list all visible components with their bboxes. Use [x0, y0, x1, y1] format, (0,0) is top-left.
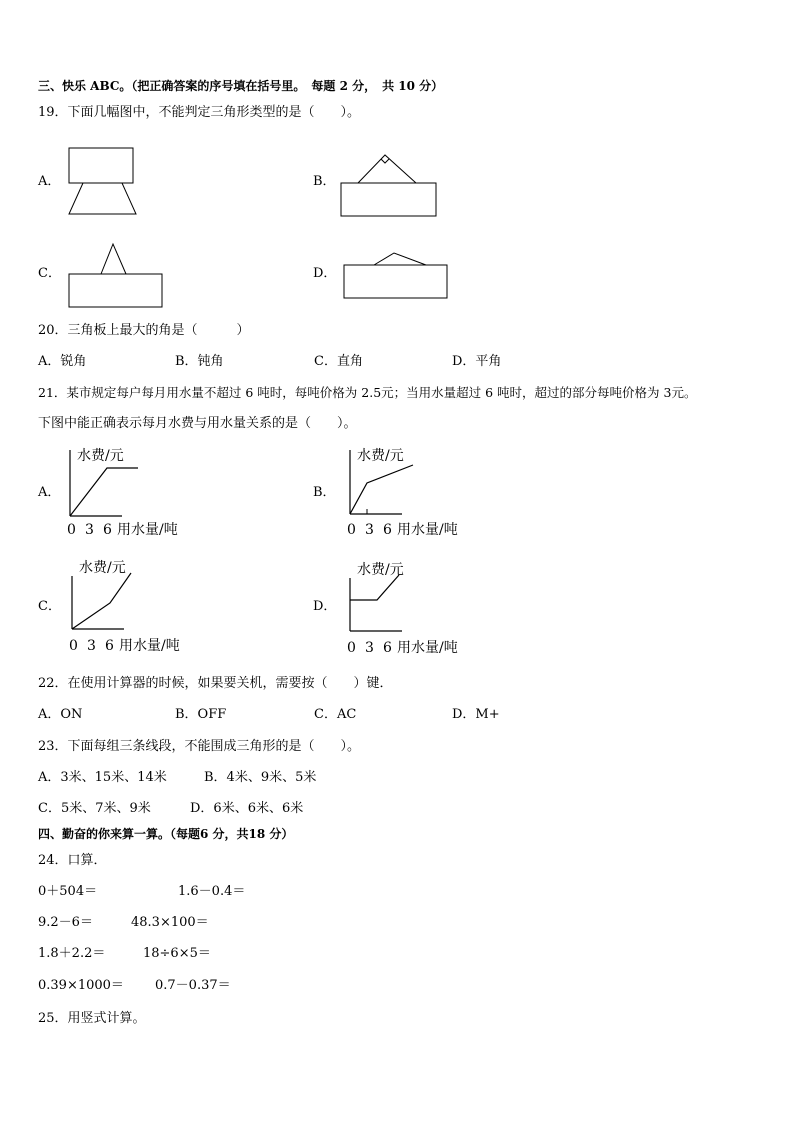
q19-label-b: B． — [313, 174, 336, 189]
q19-label-a: A． — [38, 174, 61, 189]
graph-c-xlabel: 用水量/吨 — [119, 638, 180, 654]
q22-option-c: C．AC — [314, 707, 357, 722]
q25-stem: 25．用竖式计算。 — [38, 1011, 146, 1026]
q19-label-d: D． — [313, 266, 337, 281]
graph-a-tick-3: 3 — [85, 522, 94, 538]
graph-b-tick-0: 0 — [347, 522, 356, 538]
q21-label-a: A． — [38, 485, 61, 500]
q21-graph-d — [346, 558, 496, 656]
q24-item: 1.6－0.4＝ — [178, 884, 246, 899]
section-3-title: 三、快乐 ABC。（把正确答案的序号填在括号里。 每题 2 分， 共 10 分） — [38, 79, 444, 93]
q23-option-a: A．3米、15米、14米 — [38, 770, 167, 785]
q19-label-c: C． — [38, 266, 61, 281]
q20-option-b: B．钝角 — [175, 354, 224, 369]
q19-figure-a — [66, 146, 146, 218]
q22-option-b: B．OFF — [175, 707, 227, 722]
q23-option-d: D．6米、6米、6米 — [190, 801, 304, 816]
q21-graph-a — [66, 442, 216, 538]
q20-stem: 20．三角板上最大的角是（ ） — [38, 323, 250, 338]
graph-d-tick-3: 3 — [365, 640, 374, 656]
q24-item: 0.39×1000＝ — [38, 978, 124, 993]
q19-figure-c — [66, 242, 166, 312]
q19-figure-b — [338, 150, 440, 220]
graph-a-ylabel: 水费/元 — [77, 448, 124, 464]
q21-label-c: C． — [38, 599, 61, 614]
graph-a-tick-6: 6 — [103, 522, 112, 538]
q21-label-b: B． — [313, 485, 336, 500]
q24-item: 48.3×100＝ — [131, 915, 209, 930]
q24-item: 1.8＋2.2＝ — [38, 946, 106, 961]
section-4-title: 四、勤奋的你来算一算。（每题6 分，共18 分） — [38, 827, 294, 841]
graph-d-tick-6: 6 — [383, 640, 392, 656]
q20-option-d: D．平角 — [452, 354, 502, 369]
graph-a-xlabel: 用水量/吨 — [117, 522, 178, 538]
q24-item: 18÷6×5＝ — [143, 946, 211, 961]
graph-b-tick-6: 6 — [383, 522, 392, 538]
q21-stem-line2: 下图中能正确表示每月水费与用水量关系的是（ ）。 — [38, 416, 357, 431]
q22-option-a: A．ON — [38, 707, 83, 722]
graph-a-tick-0: 0 — [67, 522, 76, 538]
graph-d-tick-0: 0 — [347, 640, 356, 656]
graph-d-ylabel: 水费/元 — [357, 562, 404, 578]
q19-figure-d — [341, 250, 451, 304]
graph-b-tick-3: 3 — [365, 522, 374, 538]
q23-stem: 23．下面每组三条线段，不能围成三角形的是（ ）。 — [38, 739, 361, 754]
q20-option-a: A．锐角 — [38, 354, 87, 369]
graph-c-tick-3: 3 — [87, 638, 96, 654]
q24-item: 0.7－0.37＝ — [155, 978, 231, 993]
q20-option-c: C．直角 — [314, 354, 363, 369]
q21-label-d: D． — [313, 599, 337, 614]
q24-item: 9.2－6＝ — [38, 915, 93, 930]
graph-b-ylabel: 水费/元 — [357, 448, 404, 464]
q19-stem: 19．下面几幅图中，不能判定三角形类型的是（ ）。 — [38, 105, 361, 120]
q22-option-d: D．M+ — [452, 707, 500, 722]
q21-graph-b — [346, 442, 496, 538]
graph-c-ylabel: 水费/元 — [79, 560, 126, 576]
graph-b-xlabel: 用水量/吨 — [397, 522, 458, 538]
graph-c-tick-0: 0 — [69, 638, 78, 654]
q21-stem-line1: 21．某市规定每户每月用水量不超过 6 吨时，每吨价格为 2.5元；当用水量超过 6 吨时，超过的部分每吨价格为 3元。 — [38, 385, 697, 400]
q24-item: 0＋504＝ — [38, 884, 98, 899]
q22-stem: 22．在使用计算器的时候，如果要关机，需要按（ ）键． — [38, 676, 393, 691]
q23-option-b: B．4米、9米、5米 — [204, 770, 317, 785]
graph-d-xlabel: 用水量/吨 — [397, 640, 458, 656]
q23-option-c: C．5米、7米、9米 — [38, 801, 151, 816]
q21-graph-c — [68, 556, 218, 654]
q24-stem: 24．口算． — [38, 853, 107, 868]
graph-c-tick-6: 6 — [105, 638, 114, 654]
